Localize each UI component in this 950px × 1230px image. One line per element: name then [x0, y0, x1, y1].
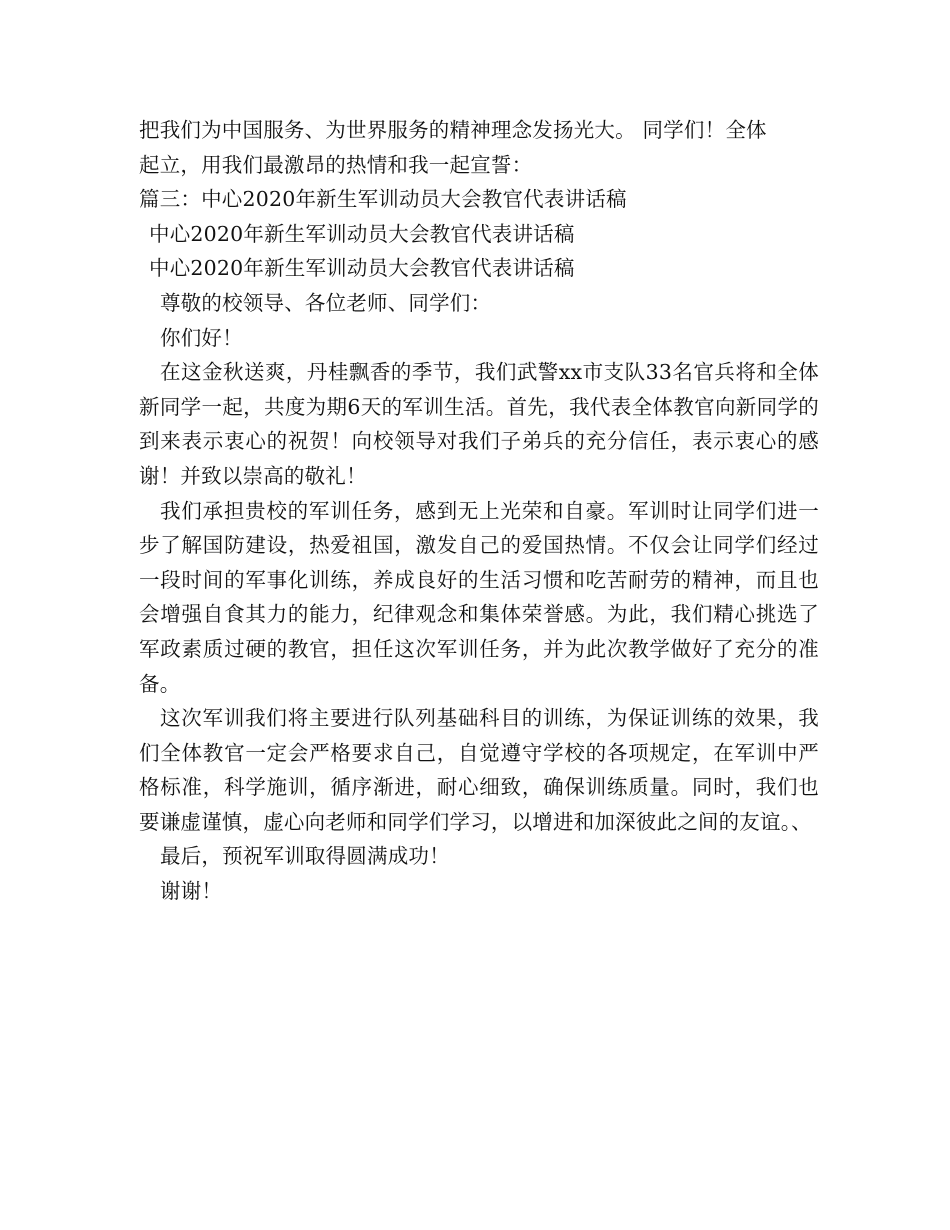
salutation: 尊敬的校领导、各位老师、同学们： — [160, 290, 492, 315]
paragraph: 这次军训我们将主要进行队列基础科目的训练，为保证训练的效果，我们全体教官一定会严格要求自己，自觉遵守学校的各项规定，在军训中严格标准，科学施训，循序渐进，耐心细致，确保训练质量。同时，我们也要谦虚谨慎，虚心向老师和同学们学习，以增进和加深彼此之间的友谊。、 — [139, 706, 819, 834]
closing-line: 最后，预祝军训取得圆满成功！ — [160, 844, 450, 869]
paragraph: 在这金秋送爽，丹桂飘香的季节，我们武警xx市支队33名官兵将和全体新同学一起，共度为期6天的军训生活。首先，我代表全体教官向新同学的到来表示衷心的祝贺！向校领导对我们子弟兵的充分信任，表示衷心的感谢！并致以崇高的敬礼！ — [139, 360, 819, 488]
speech-title: 中心2020年新生军训动员大会教官代表讲话稿 — [149, 221, 575, 246]
body-line: 起立，用我们最激昂的热情和我一起宣誓： — [139, 152, 533, 177]
speech-title: 中心2020年新生军训动员大会教官代表讲话稿 — [149, 256, 575, 281]
paragraph: 我们承担贵校的军训任务，感到无上光荣和自豪。军训时让同学们进一步了解国防建设，热爱祖国，激发自己的爱国热情。不仅会让同学们经过一段时间的军事化训练，养成良好的生活习惯和吃苦耐劳的精神，而且也会增强自食其力的能力，纪律观念和集体荣誉感。为此，我们精心挑选了军政素质过硬的教官，担任这次军训任务，并为此次教学做好了充分的准备。 — [139, 498, 819, 696]
body-line: 把我们为中国服务、为世界服务的精神理念发扬光大。 同学们！全体 — [139, 118, 767, 142]
document-body — [139, 113, 819, 909]
greeting: 你们好！ — [160, 325, 243, 350]
section-heading: 篇三：中心2020年新生军训动员大会教官代表讲话稿 — [139, 187, 627, 212]
closing-thanks: 谢谢！ — [160, 879, 223, 904]
